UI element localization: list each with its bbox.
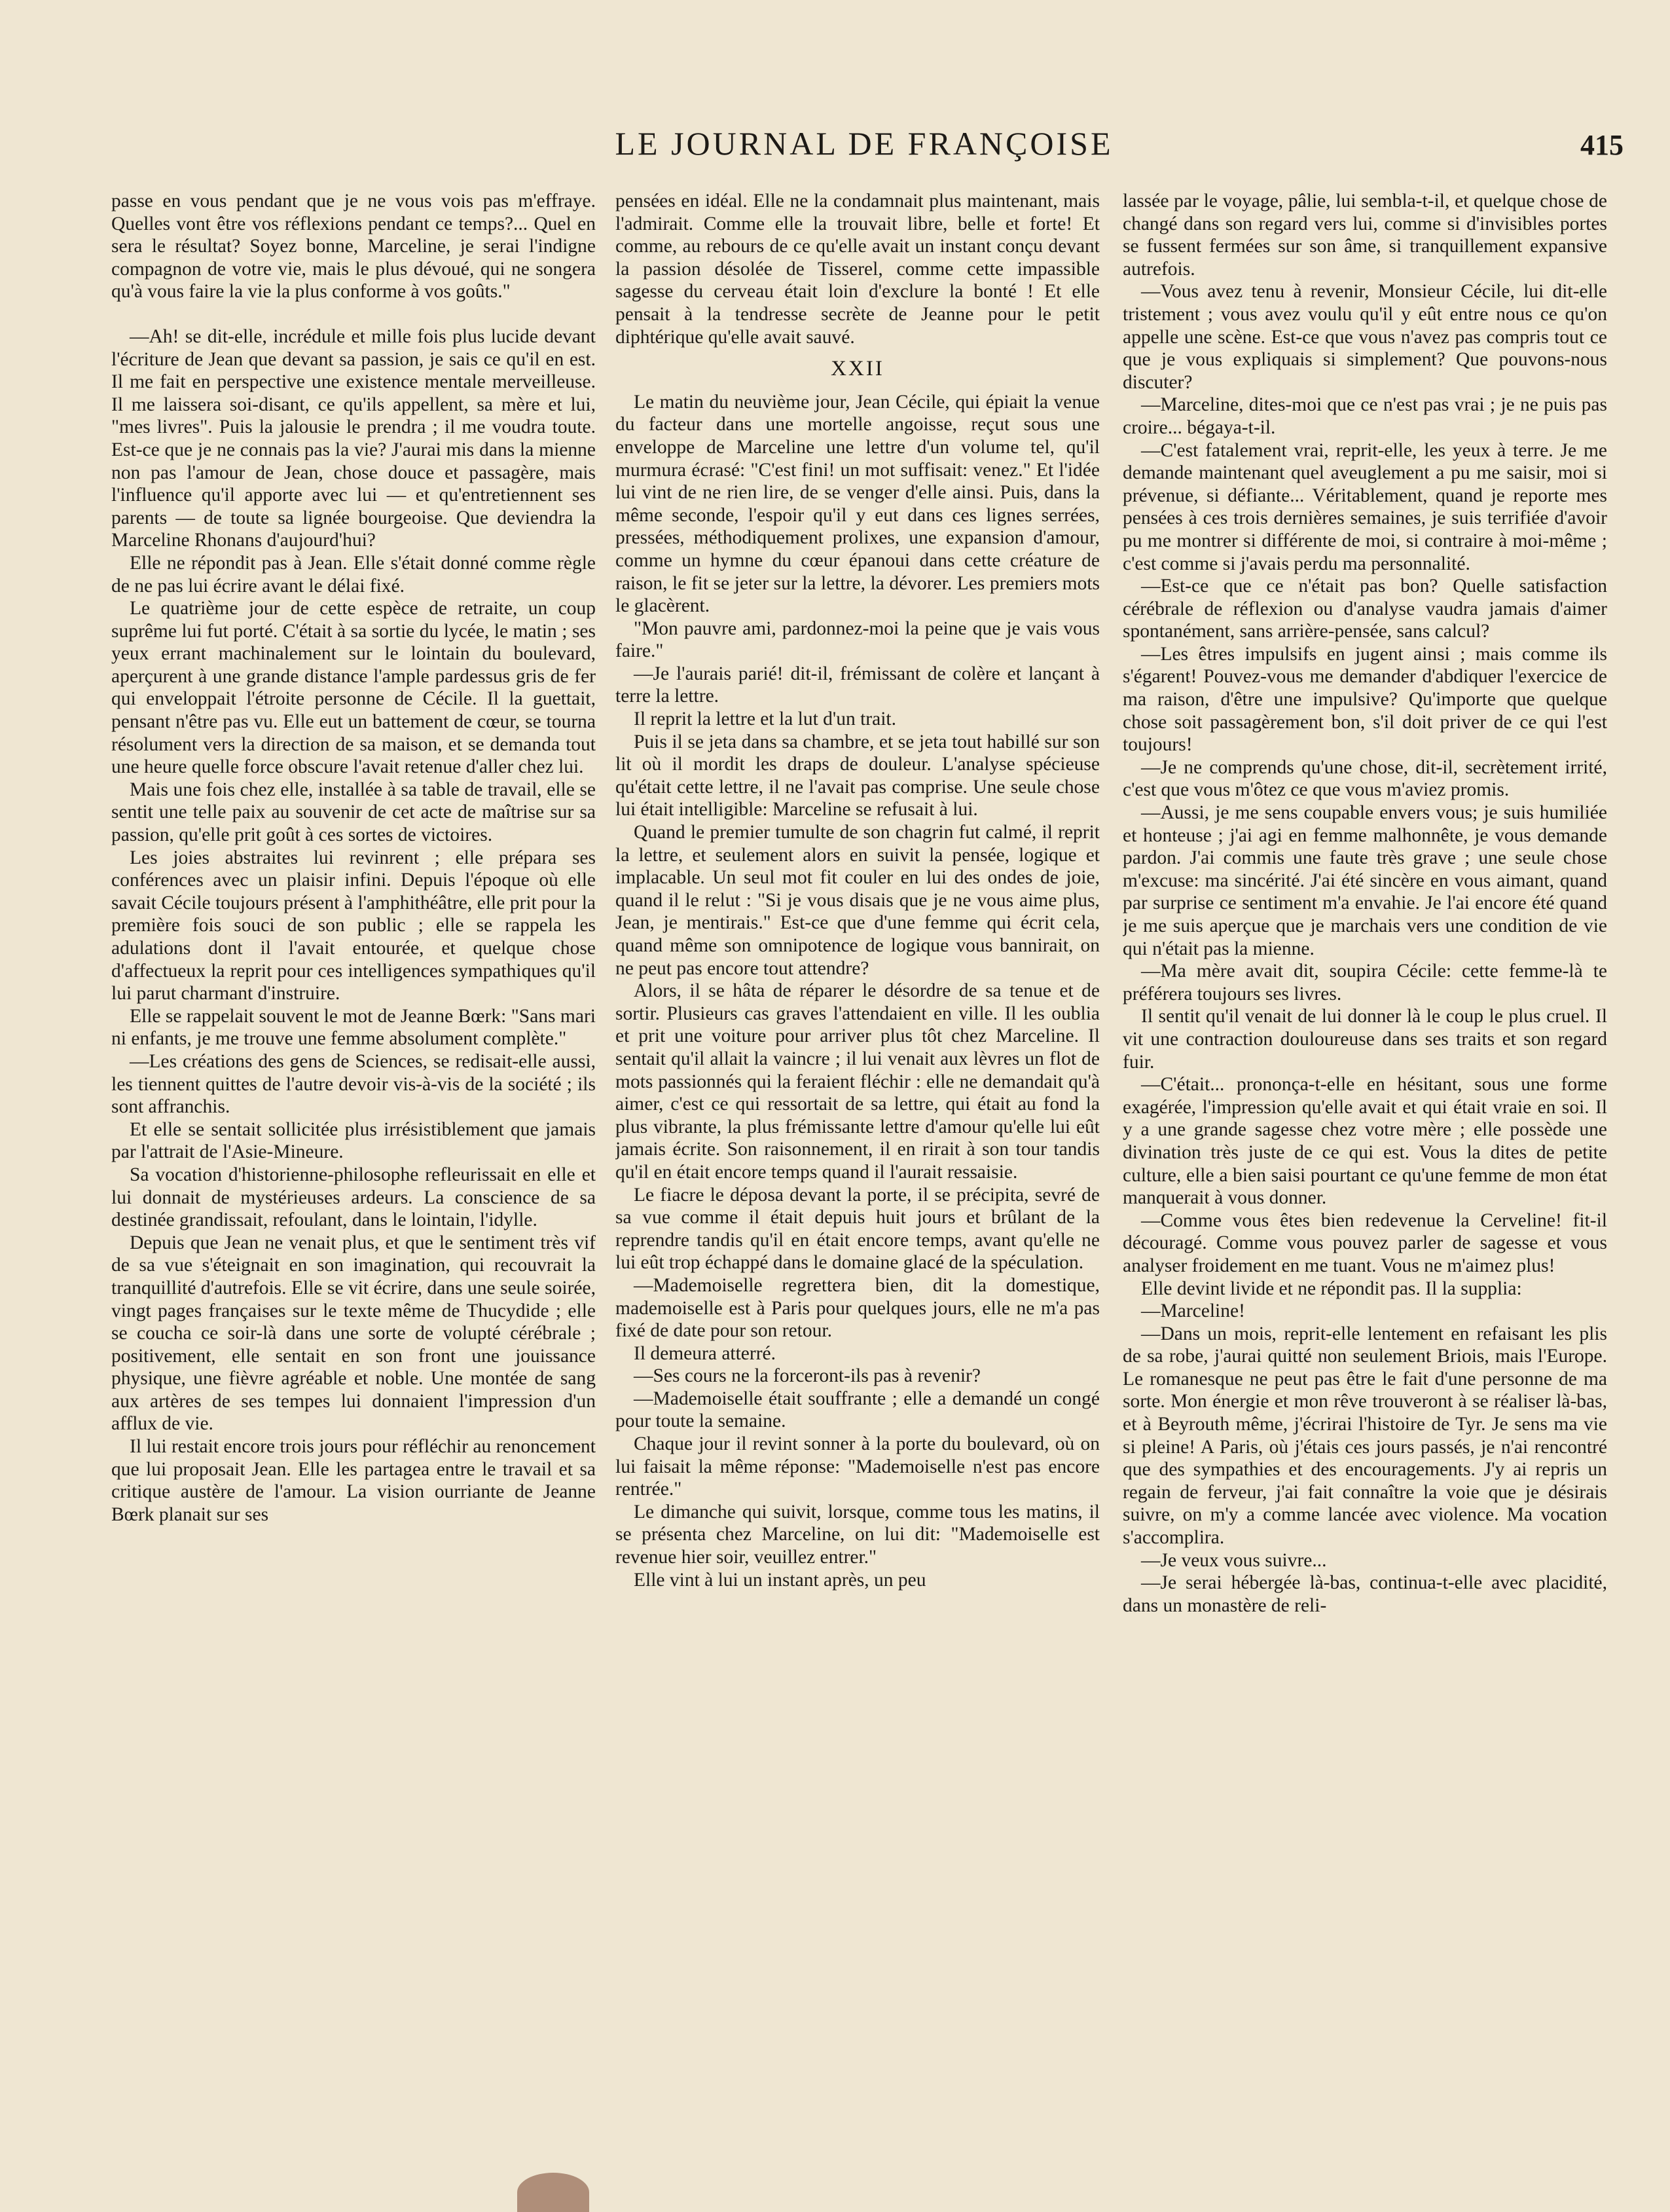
paragraph: —Ah! se dit-elle, incrédule et mille fois plus lucide devant l'écriture de Jean que devant sa passion, je sais ce qu'il en est. Il me fait en perspective une existence mentale merveilleuse. Il me laissera soi-disant, ce qu'ils appellent, sa mère et lui, "mes livres". Puis la jalousie le prendra ; il me voudra toute. Est-ce que je ne connais pas la vie? J'aurai mis dans la mienne non pas l'amour de Jean, chose douce et passagère, mais l'influence qu'il apporte avec lui — et qu'entretiennent ses parents — de toute sa lignée bourgeoise. Que deviendra la Marceline Rhonans d'aujourd'hui? xyxy=(111,325,596,551)
paragraph: —Je serai hébergée là-bas, continua-t-elle avec placidité, dans un monastère de reli- xyxy=(1123,1572,1607,1616)
paragraph: pensées en idéal. Elle ne la condamnait plus maintenant, mais l'admirait. Comme elle la trouvait libre, belle et forte! Et comme, au rebours de ce qu'elle avait un instant conçu devant la passion désolée de Tisserel, comme cette impassible sagesse du cerveau était loin d'exclure la bonté ! Et elle pensait à la tendresse secrète de Jeanne pour le petit diphtérique qu'elle avait sauvé. xyxy=(615,191,1100,348)
scanner-thumb xyxy=(517,2173,589,2212)
chapter-heading: XXII xyxy=(831,357,884,381)
paragraph: —Les créations des gens de Sciences, se redisait-elle aussi, les tiennent quittes de l'autre devoir vis-à-vis de la société ; ils sont affranchis. xyxy=(111,1050,596,1118)
paragraph: —Je l'aurais parié! dit-il, frémissant de colère et lançant à terre la lettre. xyxy=(615,663,1100,707)
paragraph: "Mon pauvre ami, pardonnez-moi la peine que je vais vous faire." xyxy=(615,618,1100,662)
paragraph: —Les êtres impulsifs en jugent ainsi ; mais comme ils s'égarent! Pouvez-vous me demander d'abdiquer l'exercice de ma raison, d'être une impulsive? Qu'importe que quelque chose soit passagèrement bon, s'il doit priver de ce qui l'est toujours! xyxy=(1123,643,1607,756)
paragraph: —Marceline, dites-moi que ce n'est pas vrai ; je ne puis pas croire... bégaya-t-il. xyxy=(1123,394,1607,438)
text-column-1 xyxy=(111,190,596,2148)
paragraph: passe en vous pendant que je ne vous vois pas m'effraye. Quelles vont être vos réflexions pendant ce temps?... Quel en sera le résultat? Soyez bonne, Marceline, je serai l'indigne compagnon de votre vie, mais le plus dévoué, qui ne songera qu'à vous faire la vie la plus conforme à vos goûts." xyxy=(111,191,596,303)
paragraph: Elle devint livide et ne répondit pas. Il la supplia: xyxy=(1141,1278,1522,1299)
paragraph: Il demeura atterré. xyxy=(634,1342,776,1364)
paragraph: —Mademoiselle était souffrante ; elle a demandé un congé pour toute la semaine. xyxy=(615,1388,1100,1432)
paragraph: —Est-ce que ce n'était pas bon? Quelle satisfaction cérébrale de réflexion ou d'analyse vaudra jamais d'aimer spontanément, sans arrière-pensée, sans calcul? xyxy=(1123,576,1607,642)
paragraph: Le dimanche qui suivit, lorsque, comme tous les matins, il se présenta chez Marceline, on lui dit: "Mademoiselle est revenue hier soir, veuillez entrer." xyxy=(615,1501,1100,1568)
page-number: 415 xyxy=(1580,129,1624,161)
paragraph: Les joies abstraites lui revinrent ; elle prépara ses conférences avec un plaisir infini. Depuis l'époque où elle savait Cécile toujours présent à l'amphithéâtre, elle prit pour la première fois souci de son public ; elle se rappela les adulations dont il l'avait entourée, et quelque chose d'affectueux la reprit pour ces intelligences sympathiques qu'il lui parut charmant d'instruire. xyxy=(111,847,596,1005)
paragraph: Puis il se jeta dans sa chambre, et se jeta tout habillé sur son lit où il mordit les draps de douleur. L'analyse spécieuse qu'était cette lettre, il ne l'avait pas comprise. Une seule chose lui était intelligible: Marceline se refusait à lui. xyxy=(615,731,1100,820)
paragraph: —Je ne comprends qu'une chose, dit-il, secrètement irrité, c'est que vous m'ôtez ce que vous m'aviez promis. xyxy=(1123,756,1607,801)
paragraph: —Vous avez tenu à revenir, Monsieur Cécile, lui dit-elle tristement ; vous avez voulu qu'il y eût entre nous ce qu'on appelle une scène. Est-ce que vous n'avez pas compris tout ce que je vous expliquais si simplement? Que pouvons-nous discuter? xyxy=(1123,281,1607,393)
paragraph: Il sentit qu'il venait de lui donner là le coup le plus cruel. Il vit une contraction douloureuse dans ses traits et son regard fuir. xyxy=(1123,1006,1607,1073)
text-column-2 xyxy=(615,190,1100,2148)
paragraph: —Ses cours ne la forceront-ils pas à revenir? xyxy=(634,1365,981,1387)
paragraph: Depuis que Jean ne venait plus, et que le sentiment très vif de sa vue s'éteignait en son imagination, qui recouvrait la tranquillité d'autrefois. Elle se vit écrire, dans une seule soirée, vingt pages françaises sur le texte même de Thucydide ; elle se coucha ce soir-là dans une sorte de volupté cérébrale ; positivement, elle sentait en son front une jouissance physique, une fièvre agréable et noble. Une montée de sang aux artères de ses tempes lui donnaient l'impression d'un afflux de vie. xyxy=(111,1232,596,1435)
paragraph: Chaque jour il revint sonner à la porte du boulevard, où on lui faisait la même réponse: "Mademoiselle n'est pas encore rentrée." xyxy=(615,1433,1100,1500)
paragraph: Le matin du neuvième jour, Jean Cécile, qui épiait la venue du facteur dans une mortelle angoisse, reçut sous une enveloppe de Marceline une lettre d'un volume tel, qu'il murmura écrasé: "C'est fini! un mot suffisait: venez." Et l'idée lui vint de ne rien lire, de se venger d'elle ainsi. Puis, dans la même seconde, l'espoir qu'il y eut dans ces lignes serrées, pressées, méthodiquement prolixes, une expansion d'amour, comme un hymne du cœur épanoui dans cette créature de raison, le fit se jeter sur la lettre, la dévorer. Les premiers mots le glacèrent. xyxy=(615,391,1100,617)
paragraph: —Mademoiselle regrettera bien, dit la domestique, mademoiselle est à Paris pour quelques jours, elle ne m'a pas fixé de date pour son retour. xyxy=(615,1274,1100,1342)
paragraph: Il lui restait encore trois jours pour réfléchir au renoncement que lui proposait Jean. Elle les partagea entre le travail et sa critique austère de l'amour. La vision ourriante de Jeanne Bœrk planait sur ses xyxy=(111,1436,596,1525)
paragraph: —C'est fatalement vrai, reprit-elle, les yeux à terre. Je me demande maintenant quel aveuglement a pu me saisir, moi si prévenue, si défiante... Véritablement, quand je reporte mes pensées à ces trois dernières semaines, je suis terrifiée d'avoir pu me montrer si différente de moi, si contraire à moi-même ; c'est comme si j'avais perdu ma personnalité. xyxy=(1123,439,1607,574)
paragraph: —Comme vous êtes bien redevenue la Cerveline! fit-il découragé. Comme vous pouvez parler de sagesse et vous analyser froidement en me tuant. Vous ne m'aimez plus! xyxy=(1123,1209,1607,1276)
paragraph: Le fiacre le déposa devant la porte, il se précipita, sevré de sa vue comme il était depuis huit jours et brûlant de la reprendre tandis qu'il en était encore temps, avant qu'elle ne lui eût trop échappé dans le domaine glacé de la spéculation. xyxy=(615,1184,1100,1274)
paragraph: Elle se rappelait souvent le mot de Jeanne Bœrk: "Sans mari ni enfants, je me trouve une femme absolument complète." xyxy=(111,1005,596,1050)
paragraph: Elle ne répondit pas à Jean. Elle s'était donné comme règle de ne pas lui écrire avant le délai fixé. xyxy=(111,552,596,597)
paragraph: Sa vocation d'historienne-philosophe refleurissait en elle et lui donnait de mystérieuses ardeurs. La conscience de sa destinée grandissait, refoulant, dans le lointain, l'idylle. xyxy=(111,1164,596,1231)
paragraph: Il reprit la lettre et la lut d'un trait. xyxy=(634,709,896,730)
paragraph: —Dans un mois, reprit-elle lentement en refaisant les plis de sa robe, j'aurai quitté non seulement Briois, mais l'Europe. Le romanesque ne peut pas être le fait d'une personne de ma sorte. Mon énergie et mon rêve trouveront à se réaliser là-bas, et à Beyrouth même, j'écrirai l'histoire de Tyr. Je sens ma vie si pleine! A Paris, où j'étais ces jours passés, je n'ai rencontré que des sympathies et des encouragements. J'y ai repris un regain de ferveur, j'ai fait connaître la voie que je désirais suivre, on m'y a comme lancée avec violence. Ma vocation s'accomplira. xyxy=(1123,1323,1607,1549)
journal-title: LE JOURNAL DE FRANÇOISE xyxy=(615,125,1114,162)
paragraph: lassée par le voyage, pâlie, lui sembla-t-il, et quelque chose de changé dans son regard vers lui, comme si d'invisibles portes se fussent fermées sur son âme, si tranquillement expansive autrefois. xyxy=(1123,191,1607,280)
paragraph: —Marceline! xyxy=(1141,1300,1245,1322)
text-column-3 xyxy=(1123,190,1607,2148)
paragraph: Et elle se sentait sollicitée plus irrésistiblement que jamais par l'attrait de l'Asie-Mineure. xyxy=(111,1118,596,1163)
paragraph: Quand le premier tumulte de son chagrin fut calmé, il reprit la lettre, et seulement alors en suivit la pensée, logique et implacable. Un seul mot fit couler en lui des ondes de joie, quand il le relut : "Si je vous disais que je ne vous aime plus, Jean, je mentirais." Est-ce que d'une femme qui écrit cela, quand même son omnipotence de logique vous bannirait, on ne peut pas encore tout attendre? xyxy=(615,822,1100,979)
page-header xyxy=(105,124,1624,170)
paragraph: —Ma mère avait dit, soupira Cécile: cette femme-là te préférera toujours ses livres. xyxy=(1123,961,1607,1005)
paragraph: Le quatrième jour de cette espèce de retraite, un coup suprême lui fut porté. C'était à sa sortie du lycée, le matin ; ses yeux errant machinalement sur le lointain du boulevard, aperçurent à une grande distance l'ample pardessus gris de fer qui enveloppait l'étroite personne de Cécile. Il la guettait, pensant n'être pas vu. Elle eut un battement de cœur, se tourna résolument vers la direction de sa maison, et se demanda tout une heure quelle force obscure l'avait retenue d'aller chez lui. xyxy=(111,598,596,778)
paragraph: —Je veux vous suivre... xyxy=(1141,1549,1327,1571)
paragraph: Elle vint à lui un instant après, un peu xyxy=(634,1569,926,1591)
paragraph: —Aussi, je me sens coupable envers vous; je suis humiliée et honteuse ; j'ai agi en femme malhonnête, je vous demande pardon. J'ai commis une faute très grave ; une seule chose m'excuse: ma sincérité. J'ai été sincère en vous aimant, quand par surprise ce sentiment m'a envahie. Je l'ai encore été quand je me suis aperçue que je marchais vers une condition de vie qui n'était pas la mienne. xyxy=(1123,802,1607,959)
paragraph: Alors, il se hâta de réparer le désordre de sa tenue et de sortir. Plusieurs cas graves l'attendaient en ville. Il les oublia et prit une voiture pour arriver plus tôt chez Marceline. Il sentait qu'il allait la vaincre ; il lui venait aux lèvres un flot de mots passionnés qui la feraient fléchir : elle ne demandait qu'à aimer, c'est ce qui ressortait de sa lettre, qui était au fond la plus vibrante, la plus frémissante lettre d'amour qu'elle lui eût jamais écrite. Son raisonnement, il en rirait à son tour tandis qu'il en était encore temps quand il l'aurait ressaisie. xyxy=(615,980,1100,1183)
paragraph: Mais une fois chez elle, installée à sa table de travail, elle se sentit une telle paix au souvenir de cet acte de maîtrise sur sa passion, qu'elle prit goût à ces sortes de victoires. xyxy=(111,779,596,846)
paragraph: —C'était... prononça-t-elle en hésitant, sous une forme exagérée, l'impression qu'elle avait et qui était vraie en soi. Il y a une grande sagesse chez votre mère ; elle possède une divination très juste de ce qui est. Vous la dites de petite culture, elle a bien saisi pourtant ce qu'une femme de mon état manquerait à vous donner. xyxy=(1123,1074,1607,1209)
